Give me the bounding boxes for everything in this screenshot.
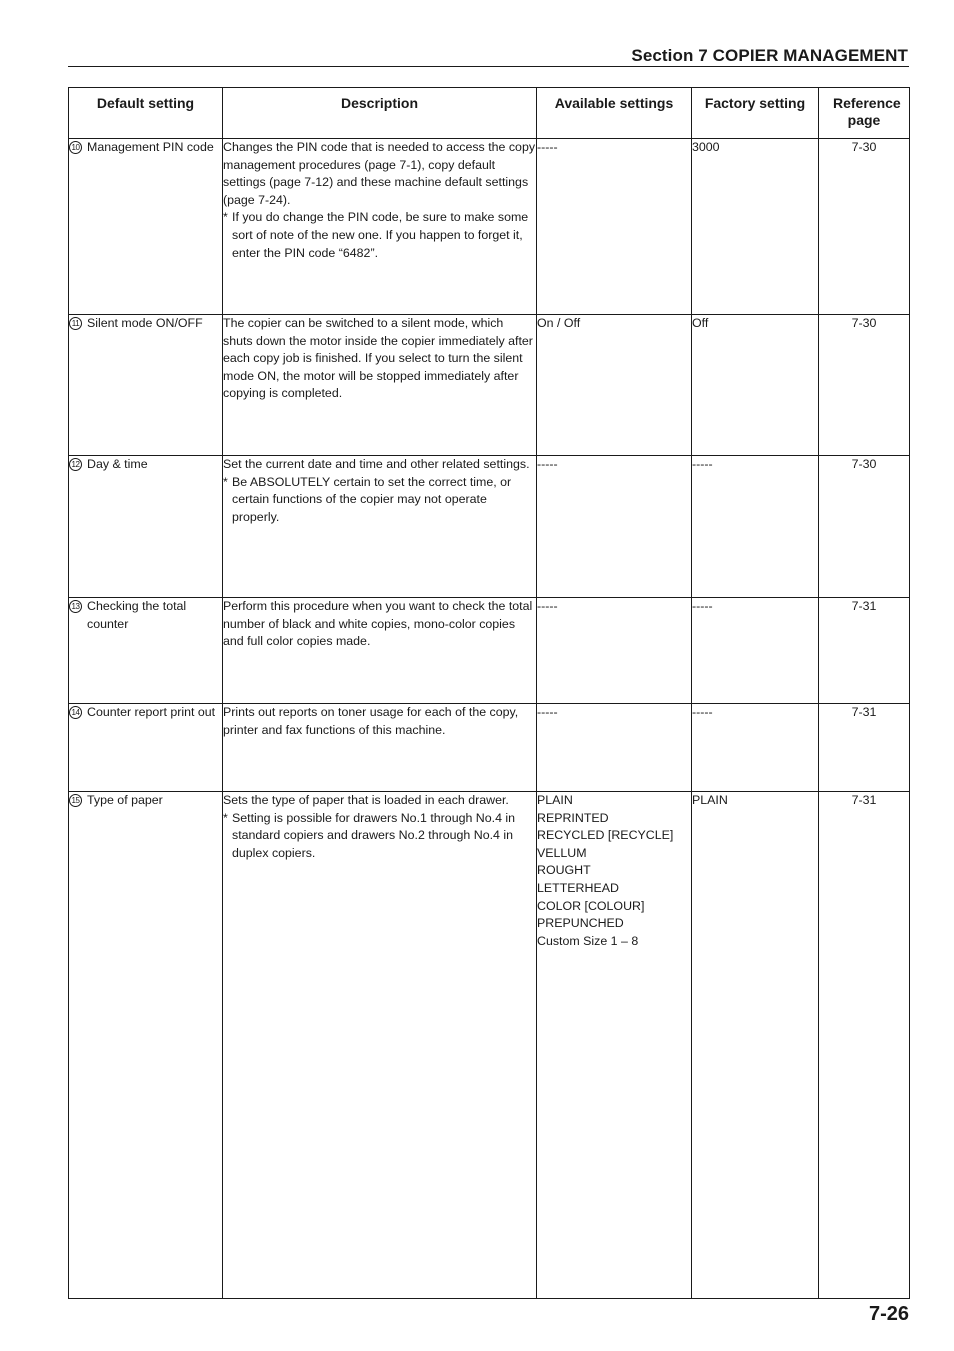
description-note xyxy=(223,810,536,863)
available-option: ----- xyxy=(537,705,558,719)
table-row xyxy=(69,704,910,792)
cell-default-setting xyxy=(69,139,223,315)
setting-name: Counter report print out xyxy=(87,705,216,719)
cell-default-setting xyxy=(69,315,223,456)
note-text: Setting is possible for drawers No.1 through No.4 in standard copiers and drawers No.2 through No.4 in duplex copiers. xyxy=(232,810,516,860)
cell-default-setting xyxy=(69,456,223,598)
cell-reference-page: 7-30 xyxy=(819,139,910,315)
circled-number-icon: 14 xyxy=(69,706,82,719)
cell-default-setting xyxy=(69,598,223,704)
cell-description xyxy=(223,139,537,315)
asterisk-icon: * xyxy=(223,474,228,489)
description-text: The copier can be switched to a silent mode, which shuts down the motor inside the copier immediately after each copy job is finished. If you select to turn the silent mode ON, the motor will be stopped immediately after copying is completed. xyxy=(223,316,533,401)
available-option: ----- xyxy=(537,599,558,613)
cell-factory-setting: PLAIN xyxy=(692,792,819,1299)
description-text: Prints out reports on toner usage for each of the copy, printer and fax functions of this machine. xyxy=(223,705,519,737)
available-option: REPRINTED xyxy=(537,810,609,825)
available-option: COLOR [COLOUR] xyxy=(537,898,645,913)
available-option: RECYCLED [RECYCLE] xyxy=(537,828,674,843)
page-number: 7-26 xyxy=(868,1303,909,1325)
section-title: Section 7 COPIER MANAGEMENT xyxy=(631,46,908,65)
circled-number-icon: 11 xyxy=(69,317,82,330)
cell-factory-setting: ----- xyxy=(692,598,819,704)
cell-factory-setting: Off xyxy=(692,315,819,456)
cell-factory-setting: 3000 xyxy=(692,139,819,315)
description-text: Changes the PIN code that is needed to access the copy management procedures (page 7-1), copy default settings (page 7-12) and these machine default settings (page 7-24). xyxy=(223,140,536,207)
description-text: Perform this procedure when you want to check the total number of black and white copies, mono-color copies and full color copies made. xyxy=(223,599,533,649)
column-header-description: Description xyxy=(223,88,537,139)
column-header-default-setting: Default setting xyxy=(69,88,223,139)
available-option: Custom Size 1 – 8 xyxy=(537,933,639,948)
description-note xyxy=(223,474,536,527)
table-row xyxy=(69,315,910,456)
cell-default-setting xyxy=(69,704,223,792)
asterisk-icon: * xyxy=(223,810,228,825)
note-text: Be ABSOLUTELY certain to set the correct time, or certain functions of the copier may not operate properly. xyxy=(232,474,512,524)
cell-description xyxy=(223,315,537,456)
asterisk-icon: * xyxy=(223,210,228,225)
table-row xyxy=(69,139,910,315)
available-option: ----- xyxy=(537,457,558,471)
cell-description xyxy=(223,792,537,1299)
description-text: Set the current date and time and other related settings. xyxy=(223,457,530,471)
cell-factory-setting: ----- xyxy=(692,704,819,792)
table-row xyxy=(69,456,910,598)
table-row xyxy=(69,598,910,704)
cell-default-setting xyxy=(69,792,223,1299)
cell-description xyxy=(223,456,537,598)
setting-name: Management PIN code xyxy=(87,140,214,154)
available-option: ROUGHT xyxy=(537,863,591,878)
cell-reference-page: 7-31 xyxy=(819,704,910,792)
cell-reference-page: 7-30 xyxy=(819,315,910,456)
circled-number-icon: 12 xyxy=(69,458,82,471)
header-rule xyxy=(68,66,909,67)
setting-name: Type of paper xyxy=(87,793,163,807)
cell-description xyxy=(223,704,537,792)
table-header-row xyxy=(69,88,910,139)
table-row xyxy=(69,792,910,1299)
available-option: On / Off xyxy=(537,316,581,330)
column-header-reference-page: Reference page xyxy=(819,88,910,139)
cell-available-settings xyxy=(537,704,692,792)
setting-name: Silent mode ON/OFF xyxy=(87,316,203,330)
circled-number-icon: 15 xyxy=(69,794,82,807)
available-option: ----- xyxy=(537,140,558,154)
cell-reference-page: 7-31 xyxy=(819,792,910,1299)
column-header-available-settings: Available settings xyxy=(537,88,692,139)
cell-factory-setting: ----- xyxy=(692,456,819,598)
cell-description xyxy=(223,598,537,704)
setting-name: Checking the total counter xyxy=(87,599,187,631)
column-header-factory-setting: Factory setting xyxy=(692,88,819,139)
available-option: PREPUNCHED xyxy=(537,916,624,931)
description-note xyxy=(223,209,536,262)
note-text: If you do change the PIN code, be sure to make some sort of note of the new one. If you happen to forget it, enter the PIN code “6482”. xyxy=(232,210,529,260)
cell-reference-page: 7-30 xyxy=(819,456,910,598)
cell-available-settings xyxy=(537,315,692,456)
circled-number-icon: 10 xyxy=(69,141,82,154)
available-option: PLAIN xyxy=(537,793,573,807)
setting-name: Day & time xyxy=(87,457,148,471)
cell-available-settings xyxy=(537,792,692,1299)
cell-available-settings xyxy=(537,598,692,704)
available-option: LETTERHEAD xyxy=(537,880,619,895)
available-option: VELLUM xyxy=(537,845,587,860)
description-text: Sets the type of paper that is loaded in each drawer. xyxy=(223,793,509,807)
settings-table xyxy=(68,87,910,1299)
cell-available-settings xyxy=(537,456,692,598)
circled-number-icon: 13 xyxy=(69,600,82,613)
cell-reference-page: 7-31 xyxy=(819,598,910,704)
cell-available-settings xyxy=(537,139,692,315)
